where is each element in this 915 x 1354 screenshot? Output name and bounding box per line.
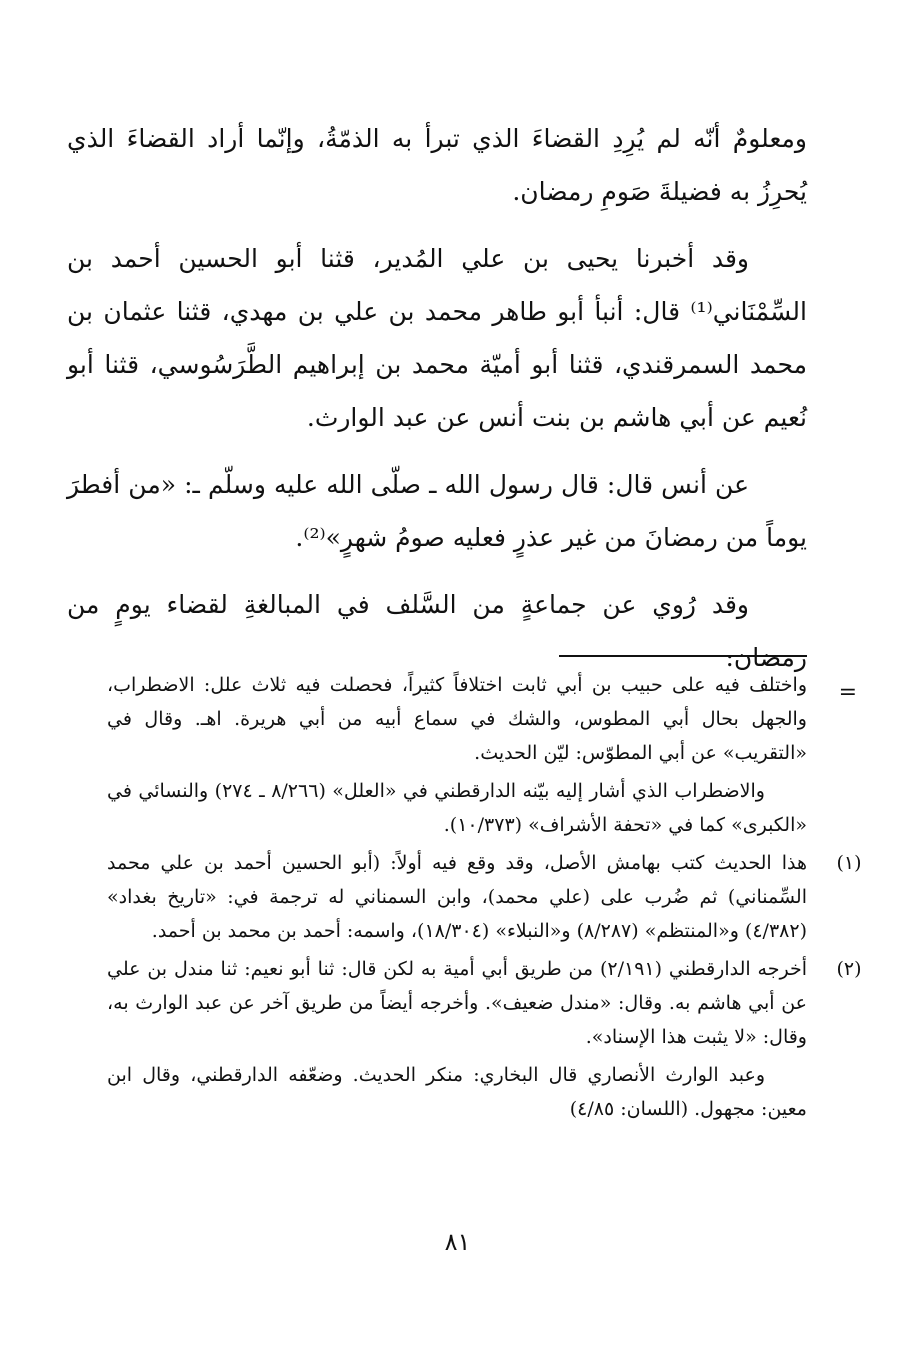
main-paragraph-3: عن أنس قال: قال رسول الله ـ صلّى الله عليه وسلّم ـ: «من أفطرَ يوماً من رمضانَ من غير عذرٍ فعليه صومُ شهرٍ»⁽²⁾. [67,470,807,552]
footnote-continued-paragraph-2: والاضطراب الذي أشار إليه بيّنه الدارقطني في «العلل» (٨/٢٦٦ ـ ٢٧٤) والنسائي في «الكبرى» كما في «تحفة الأشراف» (١٠/٣٧٣). [107,780,807,836]
main-text [67,112,807,698]
footnote-1-text: هذا الحديث كتب بهامش الأصل، وقد وقع فيه أولاً: (أبو الحسين أحمد بن علي محمد السِّمناني) ثم ضُرب على (علي محمد)، وابن السمناني له ترجمة في: «تاريخ بغداد» (٤/٣٨٢) و«المنتظم» (٨/٢٨٧) و«النبلاء» (١٨/٣٠٤)، واسمه: أحمد بن محمد بن أحمد. [107,852,807,942]
main-paragraph-1: ومعلومٌ أنّه لم يُرِدِ القضاءَ الذي تبرأ به الذمّةُ، وإنّما أراد القضاءَ الذي يُحرِزُ به فضيلةَ صَومِ رمضان. [67,124,807,206]
footnote-2 [107,952,862,1054]
footnote-continued-paragraph-1: واختلف فيه على حبيب بن أبي ثابت اختلافاً كثيراً، فحصلت فيه ثلاث علل: الاضطراب، والجهل بحال أبي المطوس، والشك في سماع أبيه من أبي هريرة. اهـ. وقال في «التقريب» عن أبي المطوّس: ليّن الحديث. [107,674,807,764]
footnote-2-extra: وعبد الوارث الأنصاري قال البخاري: منكر الحديث. وضعّفه الدارقطني، وقال ابن معين: مجهول. (اللسان: ٤/٨٥) [107,1064,807,1120]
footnote-2-number: (٢) [836,958,862,980]
footnote-2-text: أخرجه الدارقطني (٢/١٩١) من طريق أبي أمية به لكن قال: ثنا أبو نعيم: ثنا مندل بن علي عن أبي هاشم به. وقال: «مندل ضعيف». وأخرجه أيضاً من طريق آخر عن عبد الوارث به، وقال: «لا يثبت هذا الإسناد». [107,958,807,1048]
footnotes [107,668,862,1130]
main-paragraph-4: وقد رُوي عن جماعةٍ من السَّلف في المبالغةِ لقضاء يومٍ من رمضان: [67,590,807,672]
footnote-1-number: (١) [836,852,862,874]
footnote-1 [107,846,862,948]
footnote-separator [559,655,807,657]
footnote-continuation-mark: = [838,680,857,705]
main-paragraph-2: وقد أخبرنا يحيى بن علي المُدير، قثنا أبو الحسين أحمد بن السِّمْنَاني⁽¹⁾ قال: أنبأ أبو طاهر محمد بن علي بن مهدي، قثنا عثمان بن محمد السمرقندي، قثنا أبو أميّة محمد بن إبراهيم الطَّرَسُوسي، قثنا أبو نُعيم عن أبي هاشم بن بنت أنس عن عبد الوارث. [67,244,807,432]
page-number: ٨١ [444,1228,471,1256]
